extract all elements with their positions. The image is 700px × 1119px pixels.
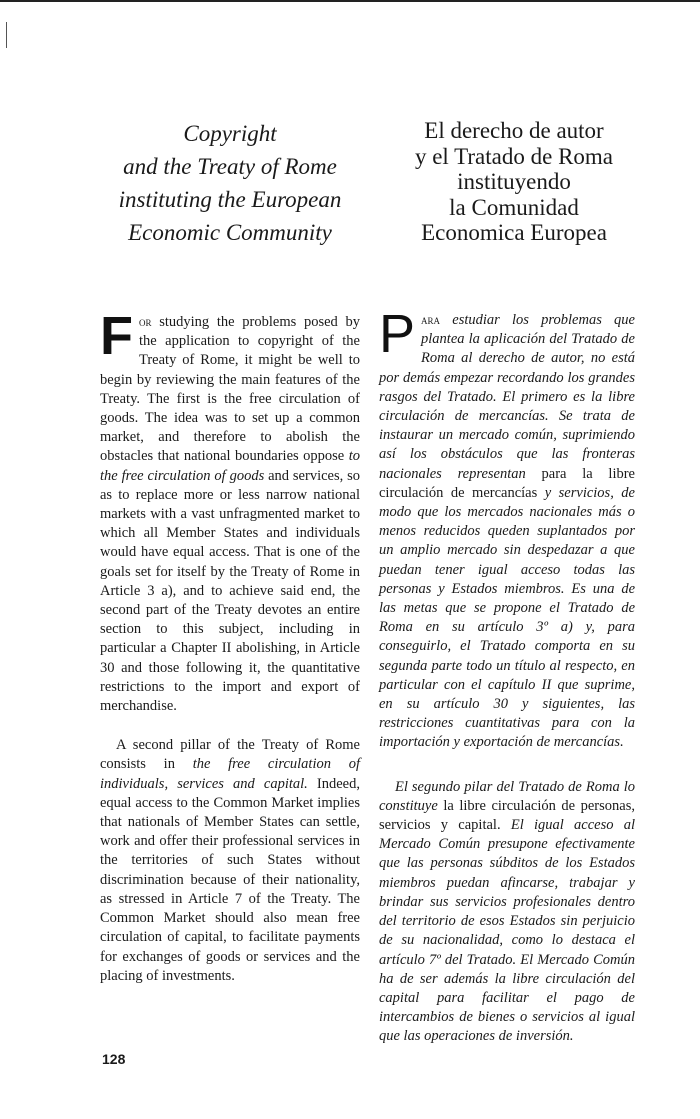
title-es-line: instituyendo — [457, 169, 571, 194]
text-run: Indeed, equal access to the Common Market implies that nationals of Member States can settle, work and offer their professional services in the territories of such States without discrimination because of their nationality, as stressed in Article 7 of the Treaty. The Common Market should also mean free circulation of capital, to facilitate payments for exchanges of goods or services and the placing of investments. — [100, 775, 360, 984]
title-en-line: Copyright — [183, 121, 277, 146]
text-run: estudiar los problemas que plantea la aplicación del Tratado de Roma al derecho de autor, no está por demás empezar recordando los grandes rasgos del Tratado. El primero es la libre circulación de mercancías. Se trata de instaurar un mercado común, suprimiendo así los obstáculos que las fronteras nacionales representan — [379, 312, 635, 482]
spanish-column — [379, 304, 636, 1047]
title-en-line: and the Treaty of Rome — [123, 154, 337, 179]
emphasis-run: para la libre circulación de mercancías — [379, 465, 635, 501]
es-paragraph-2 — [379, 778, 635, 1047]
en-paragraph-2 — [100, 736, 360, 986]
en-paragraph-1 — [100, 306, 361, 716]
drop-cap: F — [100, 306, 133, 366]
emphasis-run: la libre circulación de personas, servicios y capital. — [379, 797, 635, 834]
lead-word: or — [139, 314, 152, 329]
text-run: studying the problems posed by the application to copyright of the Treaty of Rome, it might be well to begin by reviewing the main features of the Treaty. The first is the free circulation of goods. The idea was to set up a common market, and therefore to abolish the obstacles that national boundaries oppose — [100, 314, 360, 465]
english-column — [100, 306, 361, 986]
text-run: El segundo pilar del Tratado de Roma lo constituye — [379, 778, 635, 814]
title-es-line: y el Tratado de Roma — [414, 143, 614, 169]
title-es-line: la Comunidad — [449, 194, 579, 220]
text-run: and services, so as to replace more or less narrow national markets with a vast unfragmented market to which all Member States and individuals would have equal access. That is one of the goals set for itself by the Treaty of Rome in Article 3 a), and to achieve said end, the second part of the Treaty devotes an entire section to this subject, including in particular a Chapter II abolishing, in Article 30 and those following it, the quantitative restrictions to the import and export of merchandise. — [100, 467, 361, 715]
drop-cap: P — [379, 304, 416, 364]
title-spanish — [378, 118, 650, 246]
title-es-line: Economica Europea — [421, 220, 607, 245]
title-en-line: Economic Community — [128, 220, 332, 245]
title-en-line: instituting the European — [118, 187, 342, 212]
emphasis-run: to the free circulation of goods — [100, 448, 360, 484]
text-run: El igual acceso al Mercado Común presupone efectivamente que las personas súbditos de los Estados miembros puedan afincarse, trabajar y brindar sus servicios profesionales dentro del territorio de esos Estados sin perjuicio de su nacionalidad, como lo destaca el artículo 7º del Tratado. El Mercado Común ha de ser además la libre circulación del capital para facilitar el pago de intercambios de bienes o servicios al igual que las operaciones de inversión. — [379, 817, 636, 1045]
top-rule — [0, 0, 700, 2]
text-run: y servicios, de modo que los mercados nacionales más o menos reducidos queden suplantados por un amplio mercado sin despedazar a que puedan tener igual acceso todas las personas y Estados miembros. Es una de las metas que se propone el Tratado de Roma en su artículo 3º a) y, para conseguirlo, el Tratado comporta en su segunda parte todo un título al respecto, en particular con el capítulo II que suprime, en su artículo 30 y siguientes, las restricciones cuantitativas para con la importación y exportación de mercancías. — [379, 484, 635, 751]
title-es-line: El derecho de autor — [424, 118, 604, 143]
lead-word: ara — [421, 312, 441, 327]
text-run: A second pillar of the Treaty of Rome consists in — [100, 737, 360, 773]
title-english — [96, 117, 364, 249]
emphasis-run: the free circulation of individuals, services and capital. — [100, 756, 360, 792]
es-paragraph-1 — [379, 304, 635, 753]
page-number: 128 — [102, 1051, 126, 1067]
margin-mark — [6, 22, 7, 48]
